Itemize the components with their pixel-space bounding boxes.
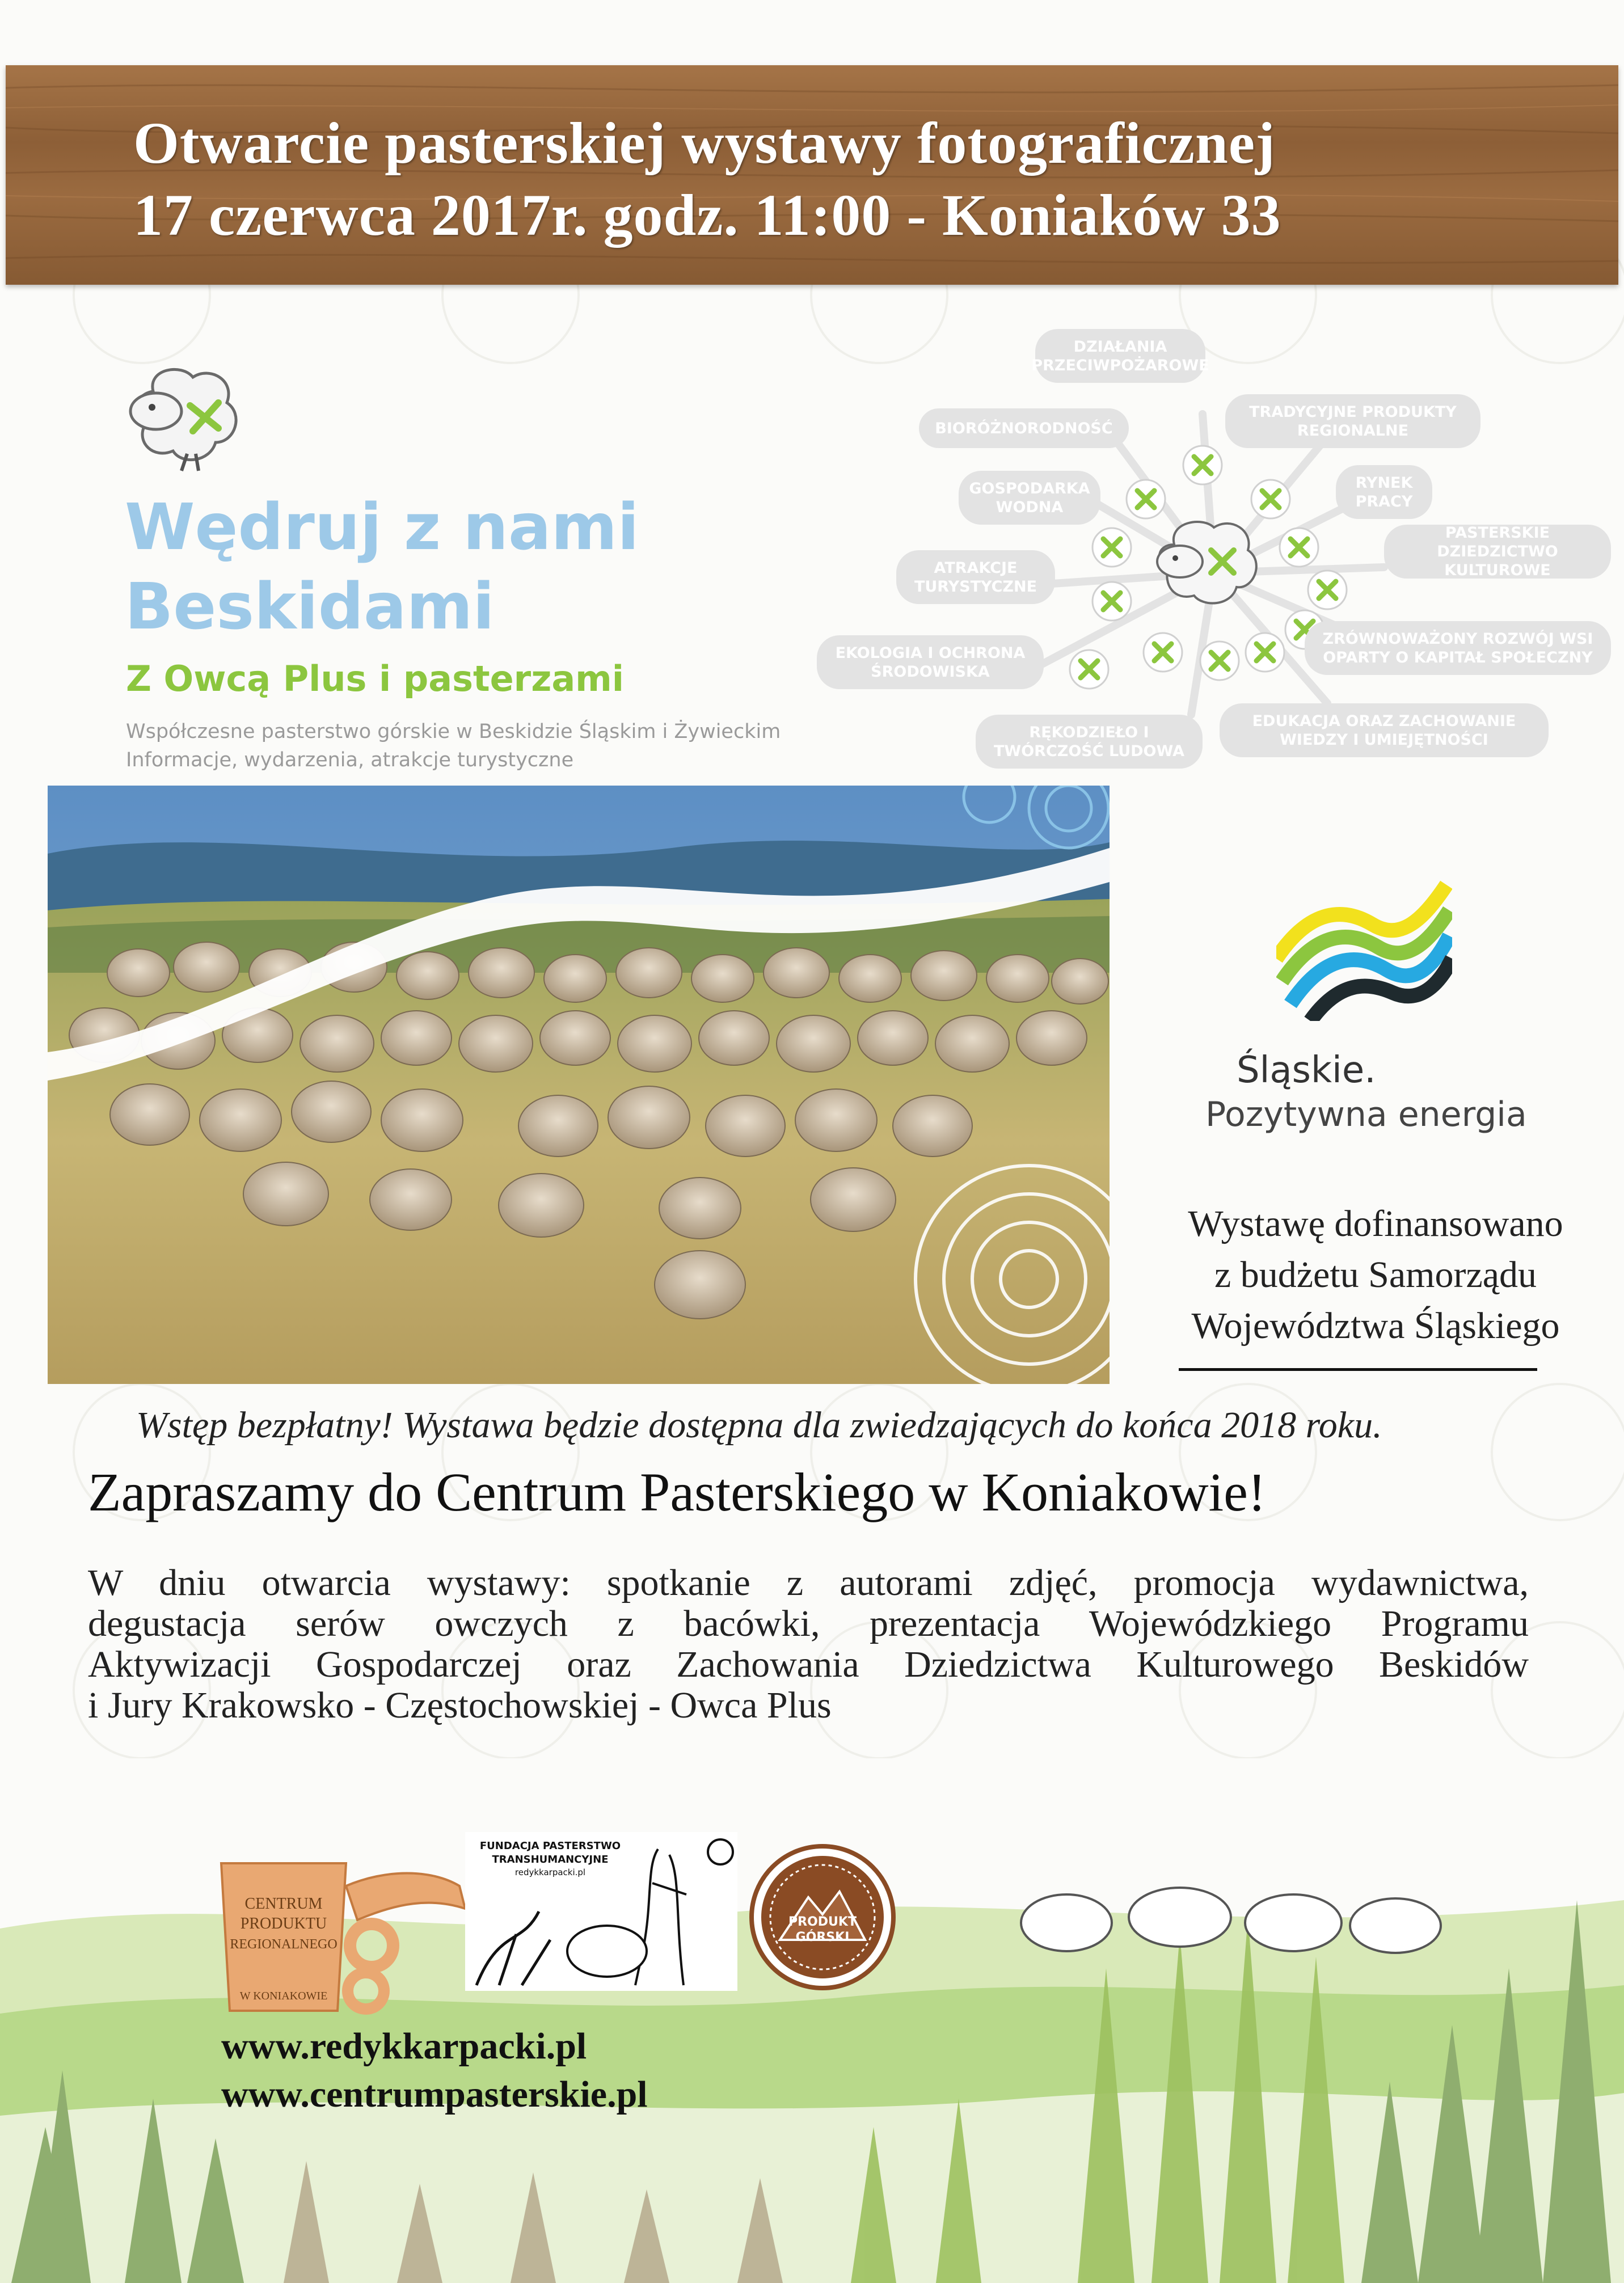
program-subtitle: Z Owcą Plus i pasterzami bbox=[126, 658, 625, 699]
header-date-location: 17 czerwca 2017r. godz. 11:00 - Koniaków 33 bbox=[133, 183, 1281, 248]
program-description: Współczesne pasterstwo górskie w Beskidzie Śląskim i Żywieckim bbox=[126, 720, 781, 743]
sponsor-tagline: Pozytywna energia bbox=[1205, 1095, 1527, 1134]
slaskie-logo-icon bbox=[1276, 873, 1452, 1021]
topic-bubble: ATRAKCJE TURYSTYCZNE bbox=[896, 550, 1055, 604]
event-details-line: i Jury Krakowsko - Częstochowskiej - Owca Plus bbox=[88, 1685, 832, 1726]
free-entry-note: Wstęp bezpłatny! Wystawa będzie dostępna dla zwiedzających do końca 2018 roku. bbox=[136, 1404, 1382, 1446]
topic-bubble: RĘKODZIEŁO I TWÓRCZOŚĆ LUDOWA bbox=[976, 715, 1203, 769]
topic-bubble: TRADYCYJNE PRODUKTY REGIONALNE bbox=[1225, 394, 1480, 448]
program-description-2: Informacje, wydarzenia, atrakcje turystyczne bbox=[126, 749, 574, 771]
funding-note-line2: z budżetu Samorządu bbox=[1214, 1254, 1537, 1295]
sheep-mascot-icon bbox=[113, 357, 250, 482]
topic-bubble: ZRÓWNOWAŻONY ROZWÓJ WSI OPARTY O KAPITAŁ SPOŁECZNY bbox=[1305, 621, 1611, 675]
topic-bubble: DZIAŁANIA PRZECIWPOŻAROWE bbox=[1035, 329, 1205, 383]
produkt-text: GÓRSKI bbox=[795, 1930, 850, 1944]
sheep-flock-photo bbox=[48, 786, 1110, 1384]
sponsor-name: Śląskie. bbox=[1237, 1049, 1376, 1091]
event-details-line: degustacja serów owczych z bacówki, prezentacja Wojewódzkiego Programu bbox=[88, 1603, 1529, 1644]
header-title: Otwarcie pasterskiej wystawy fotograficznej bbox=[133, 111, 1276, 176]
fundacja-text: FUNDACJA PASTERSTWO bbox=[479, 1840, 621, 1852]
fundacja-text: TRANSHUMANCYJNE bbox=[492, 1854, 609, 1866]
topic-bubble: GOSPODARKA WODNA bbox=[959, 471, 1100, 525]
topic-map bbox=[817, 329, 1611, 771]
website-link[interactable]: www.centrumpasterskie.pl bbox=[221, 2074, 648, 2115]
topic-bubble: PASTERSKIE DZIEDZICTWO KULTUROWE bbox=[1384, 525, 1611, 579]
header-banner bbox=[6, 65, 1618, 285]
produkt-gorski-badge bbox=[749, 1843, 896, 1991]
topic-bubble: EDUKACJA ORAZ ZACHOWANIE WIEDZY I UMIEJĘTNOŚCI bbox=[1220, 703, 1549, 757]
topic-bubble: RYNEK PRACY bbox=[1336, 465, 1432, 519]
centrum-produktu-logo bbox=[216, 1846, 471, 2016]
event-details-line: W dniu otwarcia wystawy: spotkanie z autorami zdjęć, promocja wydawnictwa, bbox=[88, 1562, 1529, 1603]
centrum-text: CENTRUM bbox=[244, 1895, 323, 1913]
centrum-text: PRODUKTU bbox=[240, 1915, 327, 1932]
fundacja-pasterstwo-logo bbox=[465, 1832, 737, 1991]
website-link[interactable]: www.redykkarpacki.pl bbox=[221, 2025, 587, 2067]
invitation-heading: Zapraszamy do Centrum Pasterskiego w Koniakowie! bbox=[88, 1462, 1266, 1522]
centrum-text: REGIONALNEGO bbox=[230, 1937, 338, 1952]
central-sheep-icon bbox=[1157, 522, 1256, 604]
event-details bbox=[88, 1563, 1529, 1726]
event-details-line: Aktywizacji Gospodarczej oraz Zachowania Dziedzictwa Kulturowego Beskidów bbox=[88, 1644, 1529, 1685]
topic-bubble: EKOLOGIA I OCHRONA ŚRODOWISKA bbox=[817, 635, 1044, 689]
centrum-text: W KONIAKOWIE bbox=[239, 1990, 328, 2002]
produkt-text: PRODUKT bbox=[788, 1915, 857, 1929]
funding-note-line1: Wystawę dofinansowano bbox=[1188, 1203, 1563, 1244]
divider bbox=[1179, 1368, 1537, 1371]
fundacja-text: redykkarpacki.pl bbox=[514, 1867, 586, 1877]
program-title: Wędruj z nami Beskidami bbox=[125, 491, 639, 644]
funding-note-line3: Województwa Śląskiego bbox=[1191, 1305, 1560, 1347]
topic-bubble: BIORÓŻNORODNOŚĆ bbox=[919, 408, 1129, 448]
